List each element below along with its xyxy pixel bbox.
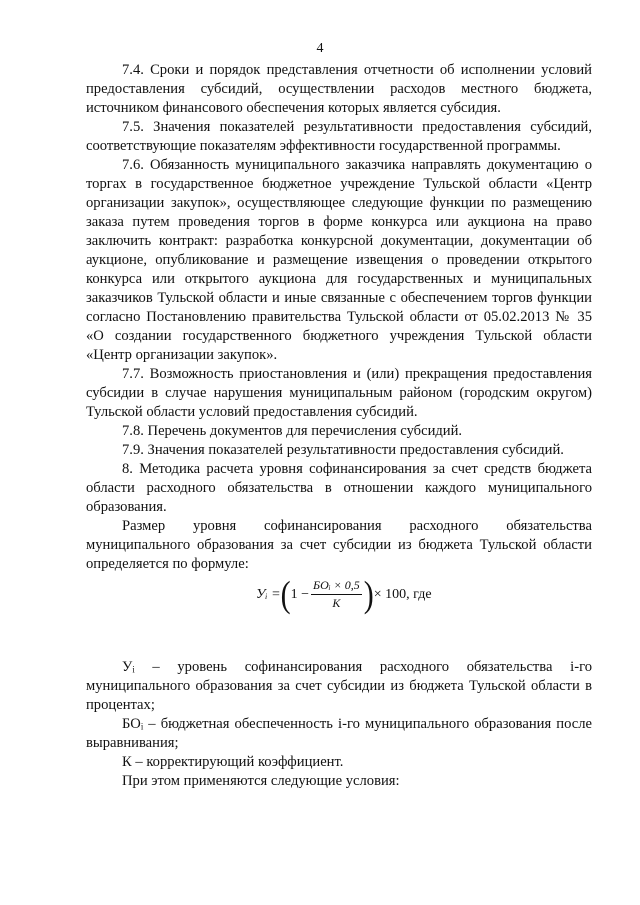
paragraph-7-8: 7.8. Перечень документов для перечисления субсидий. xyxy=(122,423,463,439)
definition-bo: БОᵢ – бюджетная обеспеченность i-го муниципального образования после выравнивания; xyxy=(86,716,592,751)
document-body xyxy=(86,61,592,791)
formula-block xyxy=(86,574,592,658)
paragraph-conditions: При этом применяются следующие условия: xyxy=(122,773,400,789)
definition-y: Уᵢ – уровень софинансирования расходного обязательства i-го муниципального образования за счет субсидии из бюджета Тульской области в процентах; xyxy=(86,659,592,713)
cofinancing-formula xyxy=(256,573,432,615)
paragraph-8: 8. Методика расчета уровня софинансирования за счет средств бюджета области расходного обязательства в отношении каждого муниципального образования. xyxy=(86,461,592,515)
paragraph-7-6: 7.6. Обязанность муниципального заказчика направлять документацию о торгах в государственное бюджетное учреждение Тульской области «Центр организации закупок», осуществляющее следующие функции по размещению заказа путем проведения торгов в форме конкурса или аукциона на право заключить контракт: разработка конкурсной документации, документации об аукционе, опубликование и размещение извещения о проведении открытого конкурса или открытого аукциона для государственных и муниципальных заказчиков Тульской области и иные связанные с обеспечением торгов функции согласно Постановлению правительства Тульской области от 05.02.2013 № 35 «О создании государственного бюджетного учреждения Тульской области «Центр организации закупок». xyxy=(86,157,592,363)
definition-k: К – корректирующий коэффициент. xyxy=(122,754,344,770)
formula-close-paren: ) xyxy=(363,573,374,615)
paragraph-7-9: 7.9. Значения показателей результативности предоставления субсидий. xyxy=(122,442,564,458)
formula-lhs: Уᵢ = xyxy=(256,587,281,602)
page-number: 4 xyxy=(316,41,324,56)
formula-tail: × 100, где xyxy=(373,587,432,602)
formula-open-paren: ( xyxy=(280,573,291,615)
paragraph-7-5: 7.5. Значения показателей результативности предоставления субсидий, соответствующие показателям эффективности государственной программы. xyxy=(86,119,592,154)
formula-one-minus: 1 − xyxy=(290,587,309,602)
formula-numerator: БОᵢ × 0,5 xyxy=(311,578,362,595)
paragraph-7-4: 7.4. Сроки и порядок представления отчетности об исполнении условий предоставления субсидий, осуществлении расходов местного бюджета, источником финансового обеспечения которых является субсидия. xyxy=(86,62,592,116)
formula-denominator: К xyxy=(332,596,341,610)
formula-fraction xyxy=(311,578,362,611)
paragraph-formula-intro: Размер уровня софинансирования расходного обязательства муниципального образования за счет субсидии из бюджета Тульской области определяется по формуле: xyxy=(86,518,592,572)
paragraph-7-7: 7.7. Возможность приостановления и (или) прекращения предоставления субсидии в случае нарушения муниципальным районом (городским округом) Тульской области условий предоставления субсидий. xyxy=(86,366,592,420)
